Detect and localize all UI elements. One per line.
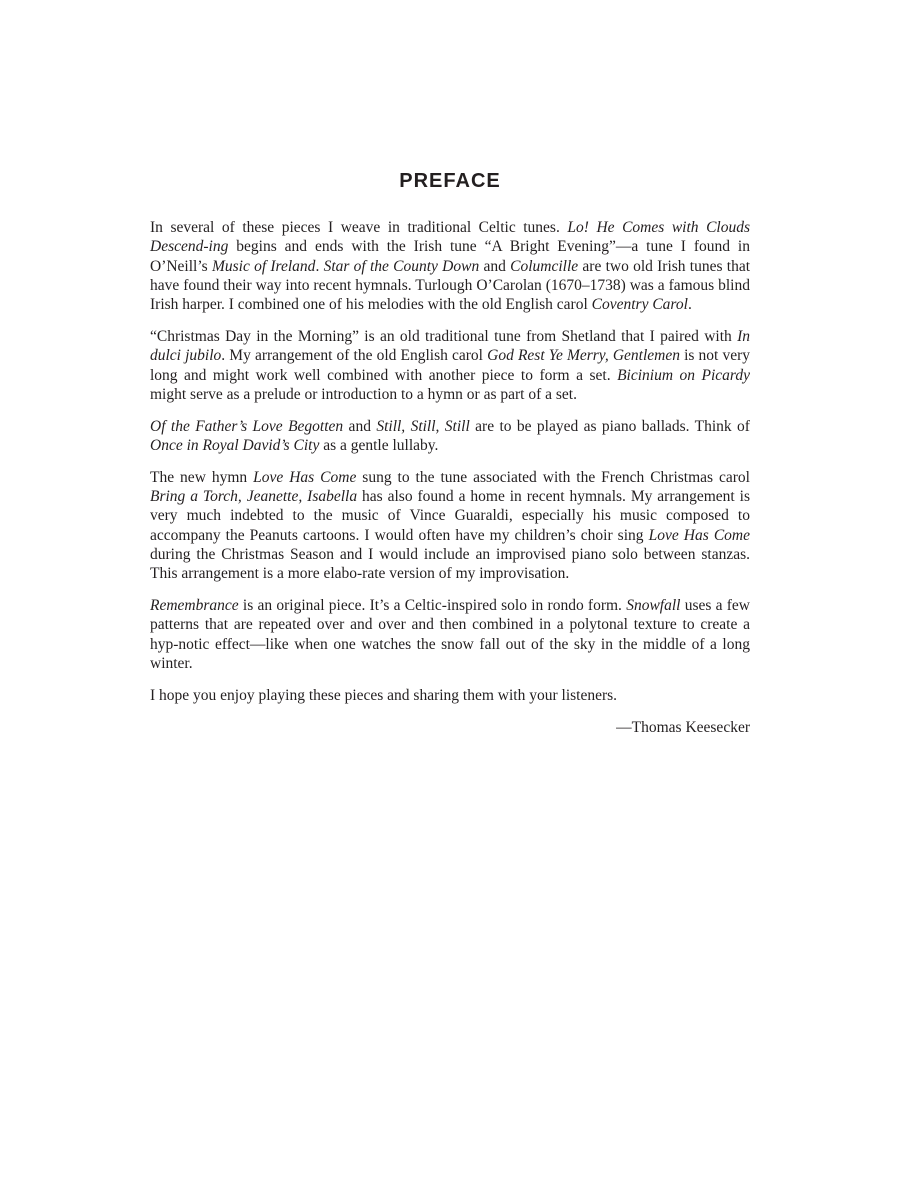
text-run: . [315,257,324,275]
paragraph-6 [150,686,750,705]
text-run: are to be played as piano ballads. Think of [469,417,750,435]
paragraph-3 [150,417,750,456]
italic-title-text: Love Has Come [253,468,357,486]
italic-title-text: Coventry Carol [591,296,688,314]
text-run: The new hymn [150,468,254,486]
italic-title-text: Columcille [510,257,579,275]
text-run: . My arrangement of the old English carol [221,347,488,365]
author-signature: —Thomas Keesecker [616,718,750,736]
italic-title-text: Star of the County Down [323,257,480,275]
paragraph-4 [150,468,750,584]
text-run: might serve as a prelude or introduction to a hymn or as part of a set. [150,385,577,403]
text-run: I hope you enjoy playing these pieces and sharing them with your listeners. [150,686,618,704]
italic-title-text: Of the Father’s Love Begotten [150,417,344,435]
text-run: In several of these pieces I weave in traditional Celtic tunes. [150,219,568,236]
italic-title-text: Remembrance [150,597,239,615]
italic-title-text: Bicinium on Picardy [617,366,750,384]
italic-title-text: Once in Royal David’s City [150,436,320,454]
text-run: is an original piece. It’s a Celtic-inspired solo in rondo form. [238,597,627,615]
text-run: begins and ends with the Irish tune “A Bright Evening”—a tune I found in O’Neill’s [150,238,750,275]
text-run: . [687,296,692,314]
text-run: and [479,257,511,275]
paragraph-5 [150,596,750,673]
italic-title-text: Lo! He Comes with Clouds Descend-ing [150,219,750,256]
paragraph-2 [150,327,750,404]
text-run: and [343,417,377,435]
text-run: are two old Irish tunes that have found their way into recent hymnals. Turlough O’Carolan (1670–1738) was a famous blind Irish harper. I combined one of his melodies with the old English carol [150,257,751,314]
italic-title-text: Love Has Come [648,526,750,544]
text-run: is not very long and might work well combined with another piece to form a set. [150,347,751,384]
italic-title-text: Snowfall [626,597,681,615]
page-title: PREFACE [399,170,501,192]
preface-body [150,218,750,737]
italic-title-text: In dulci jubilo [150,327,750,365]
italic-title-text: Still, Still, Still [376,417,470,435]
text-run: during the Christmas Season and I would include an improvised piano solo between stanzas. This arrangement is a more elabo-rate version of my improvisation. [150,545,750,583]
italic-title-text: Music of Ireland [211,257,316,275]
text-run: uses a few patterns that are repeated over and over and then combined in a polytonal texture to create a hyp-notic effect—like when one watches the snow fall out of the sky in the middle of a long winter. [150,597,750,672]
italic-title-text: God Rest Ye Merry, Gentlemen [487,347,680,365]
text-run: “Christmas Day in the Morning” is an old traditional tune from Shetland that I paired with [150,327,738,345]
text-run: has also found a home in recent hymnals. My arrangement is very much indebted to the music of Vince Guaraldi, especially his music composed to accompany the Peanuts cartoons. I would often have my children’s choir sing [150,488,750,544]
text-run: sung to the tune associated with the French Christmas carol [356,468,750,486]
italic-title-text: Bring a Torch, Jeanette, Isabella [150,488,358,506]
paragraph-1 [150,218,750,314]
text-run: as a gentle lullaby. [319,436,439,454]
